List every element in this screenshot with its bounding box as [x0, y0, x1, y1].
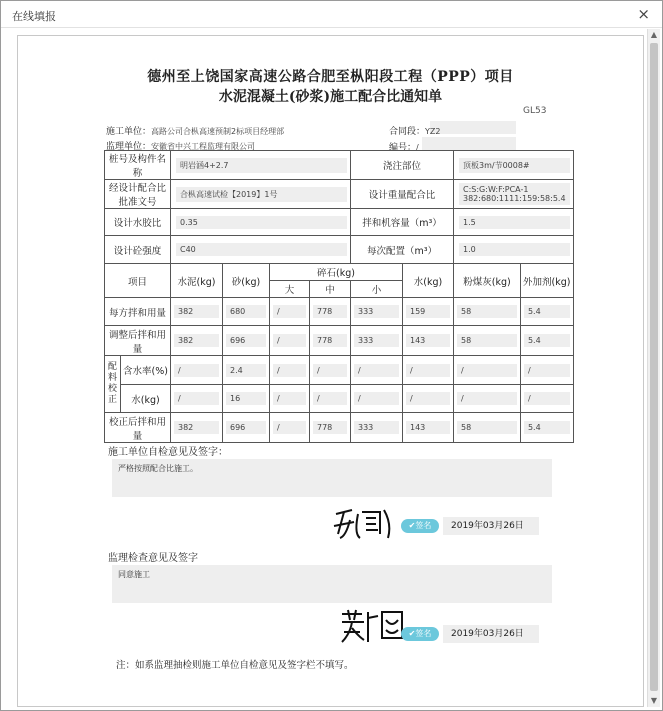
- row-label: 水(kg): [121, 385, 171, 413]
- header-additive: 外加剂(kg): [520, 264, 573, 298]
- contract-value: YZ2: [425, 127, 441, 136]
- header-water: 水(kg): [403, 264, 454, 298]
- form-code: GL53: [523, 106, 547, 116]
- cell-value: /: [354, 364, 399, 377]
- cell-input[interactable]: [454, 298, 521, 326]
- cell-input[interactable]: [351, 326, 403, 356]
- cell-value: 382: [174, 305, 219, 318]
- cell-input[interactable]: [223, 298, 270, 326]
- pile-label: 桩号及构件名称: [105, 151, 171, 180]
- cell-input[interactable]: [520, 298, 573, 326]
- cell-value: /: [524, 392, 570, 405]
- cell-value: 143: [406, 334, 450, 347]
- header-sand: 砂(kg): [223, 264, 270, 298]
- cell-input[interactable]: [520, 413, 573, 443]
- cell-input[interactable]: [403, 356, 454, 385]
- pile-value: 明岩涵4+2.7: [176, 158, 347, 173]
- weight-value-line2: 382:680:1111:159:58:5.4: [463, 194, 566, 203]
- cell-input[interactable]: [310, 356, 351, 385]
- batch-label: 每次配置（m³）: [351, 236, 454, 264]
- form-page: [17, 35, 644, 707]
- wc-label: 设计水胶比: [105, 209, 171, 236]
- batch-field[interactable]: [454, 236, 574, 264]
- cell-input[interactable]: [270, 413, 310, 443]
- weight-field[interactable]: [454, 180, 574, 209]
- cell-input[interactable]: [351, 298, 403, 326]
- cell-input[interactable]: [310, 385, 351, 413]
- cell-input[interactable]: [270, 356, 310, 385]
- table-row: [105, 356, 574, 385]
- doc-value: 合枞高速试检【2019】1号: [176, 187, 347, 202]
- header-gravel: 碎石(kg): [270, 264, 403, 281]
- cell-input[interactable]: [454, 385, 521, 413]
- cell-value: 5.4: [524, 334, 570, 347]
- mix-table: [104, 150, 574, 443]
- header-gravel-mid: 中: [310, 281, 351, 298]
- weight-value: [459, 183, 570, 205]
- supervisor-sign-date: 2019年03月26日: [443, 625, 539, 643]
- row-label: 调整后拌和用量: [105, 326, 171, 356]
- contractor-value: 高路公司合枞高速预制2标项目经理部: [151, 127, 285, 136]
- cell-input[interactable]: [223, 326, 270, 356]
- cell-input[interactable]: [454, 413, 521, 443]
- cell-input[interactable]: [454, 326, 521, 356]
- title-bar: [1, 1, 662, 28]
- cell-input[interactable]: [454, 356, 521, 385]
- header-gravel-large: 大: [270, 281, 310, 298]
- strength-value: C40: [176, 243, 347, 256]
- pour-field[interactable]: [454, 151, 574, 180]
- number-value: /: [416, 143, 419, 152]
- cell-value: /: [273, 334, 306, 347]
- table-row: [105, 326, 574, 356]
- cell-value: 58: [457, 305, 517, 318]
- close-icon[interactable]: ×: [637, 5, 650, 23]
- contractor-sign-date: 2019年03月26日: [443, 517, 539, 535]
- supervisor-value: 安徽省中兴工程监理有限公司: [151, 142, 256, 151]
- pour-value: 顶板3m/节0008#: [459, 158, 570, 173]
- cell-input[interactable]: [171, 356, 223, 385]
- cell-value: /: [273, 364, 306, 377]
- cell-input[interactable]: [270, 326, 310, 356]
- cell-value: 143: [406, 421, 450, 434]
- cell-input[interactable]: [310, 326, 351, 356]
- cell-value: 778: [313, 334, 347, 347]
- cell-input[interactable]: [520, 356, 573, 385]
- mixer-field[interactable]: [454, 209, 574, 236]
- cell-value: 5.4: [524, 305, 570, 318]
- cell-value: 333: [354, 421, 399, 434]
- cell-input[interactable]: [270, 298, 310, 326]
- cell-input[interactable]: [403, 385, 454, 413]
- cell-value: 778: [313, 305, 347, 318]
- wc-value: 0.35: [176, 216, 347, 229]
- cell-input[interactable]: [403, 298, 454, 326]
- strength-field[interactable]: [171, 236, 351, 264]
- contractor-opinion-label: 施工单位自检意见及签字：: [108, 447, 228, 458]
- footnote: 注：如系监理抽检则施工单位自检意见及签字栏不填写。: [116, 660, 354, 671]
- supervisor-opinion-label: 监理检查意见及签字: [108, 553, 198, 564]
- cell-value: 16: [226, 392, 266, 405]
- pour-label: 浇注部位: [351, 151, 454, 180]
- cell-value: /: [406, 392, 450, 405]
- cell-input[interactable]: [270, 385, 310, 413]
- cell-input[interactable]: [223, 413, 270, 443]
- cell-input[interactable]: [171, 413, 223, 443]
- table-row: [105, 385, 574, 413]
- cell-value: 696: [226, 421, 266, 434]
- contract-label: 合同段：: [389, 127, 426, 137]
- side-label: 配料校正: [105, 356, 121, 413]
- cell-input[interactable]: [403, 413, 454, 443]
- cell-input[interactable]: [403, 326, 454, 356]
- weight-label: 设计重量配合比: [351, 180, 454, 209]
- cell-value: 778: [313, 421, 347, 434]
- cell-input[interactable]: [171, 326, 223, 356]
- table-row: [105, 298, 574, 326]
- supervisor-label: 监理单位：: [106, 142, 152, 152]
- row-label: 含水率(%): [121, 356, 171, 385]
- form-subtitle: 水泥混凝土(砂浆)施工配合比通知单: [218, 89, 443, 105]
- mixer-value: 1.5: [459, 216, 570, 229]
- cell-input[interactable]: [171, 298, 223, 326]
- strength-label: 设计砼强度: [105, 236, 171, 264]
- cell-value: /: [457, 364, 517, 377]
- cell-value: /: [273, 305, 306, 318]
- cell-input[interactable]: [223, 385, 270, 413]
- cell-value: 382: [174, 421, 219, 434]
- doc-label: 经设计配合比批准文号: [105, 180, 171, 209]
- cell-input[interactable]: [171, 385, 223, 413]
- row-label: 校正后拌和用量: [105, 413, 171, 443]
- cell-input[interactable]: [520, 385, 573, 413]
- cell-input[interactable]: [310, 413, 351, 443]
- contractor-sign-button[interactable]: ✔签名: [401, 519, 439, 533]
- wc-field[interactable]: [171, 209, 351, 236]
- cell-input[interactable]: [520, 326, 573, 356]
- cell-input[interactable]: [223, 356, 270, 385]
- cell-input[interactable]: [351, 356, 403, 385]
- contractor-opinion-textarea[interactable]: 严格按照配合比施工。: [112, 459, 552, 497]
- window-title: 在线填报: [12, 10, 56, 23]
- weight-value-line1: C:S:G:W:F:PCA-1: [463, 185, 529, 194]
- contractor-signature: [330, 504, 396, 542]
- cell-value: 333: [354, 305, 399, 318]
- number-field[interactable]: [422, 137, 516, 150]
- cell-value: /: [313, 392, 347, 405]
- cell-input[interactable]: [351, 413, 403, 443]
- cell-input[interactable]: [351, 385, 403, 413]
- supervisor-signature: [338, 606, 408, 646]
- cell-value: /: [354, 392, 399, 405]
- cell-value: 5.4: [524, 421, 570, 434]
- supervisor-sign-button[interactable]: ✔签名: [401, 627, 439, 641]
- cell-value: 159: [406, 305, 450, 318]
- cell-value: /: [174, 364, 219, 377]
- header-gravel-small: 小: [351, 281, 403, 298]
- scroll-down-icon[interactable]: ▼: [650, 696, 658, 705]
- contractor-row: [106, 124, 284, 137]
- cell-value: /: [406, 364, 450, 377]
- number-label: 编号：: [389, 143, 417, 153]
- cell-value: 58: [457, 421, 517, 434]
- vertical-scrollbar[interactable]: [647, 29, 660, 707]
- scroll-up-icon[interactable]: ▲: [650, 30, 658, 39]
- header-flyash: 粉煤灰(kg): [454, 264, 521, 298]
- cell-value: 2.4: [226, 364, 266, 377]
- header-cement: 水泥(kg): [171, 264, 223, 298]
- cell-value: 382: [174, 334, 219, 347]
- mixer-label: 拌和机容量（m³）: [351, 209, 454, 236]
- cell-value: 333: [354, 334, 399, 347]
- cell-value: /: [273, 392, 306, 405]
- pile-field[interactable]: [171, 151, 351, 180]
- contract-row: [389, 124, 440, 137]
- cell-value: /: [524, 364, 570, 377]
- contract-field[interactable]: [430, 121, 516, 134]
- cell-value: /: [174, 392, 219, 405]
- contractor-label: 施工单位：: [106, 127, 152, 137]
- supervisor-opinion-textarea[interactable]: 同意施工: [112, 565, 552, 603]
- cell-value: 696: [226, 334, 266, 347]
- form-title: 德州至上饶国家高速公路合肥至枞阳段工程（PPP）项目: [147, 69, 514, 85]
- cell-value: /: [273, 421, 306, 434]
- cell-value: /: [457, 392, 517, 405]
- doc-field[interactable]: [171, 180, 351, 209]
- cell-value: 680: [226, 305, 266, 318]
- scroll-thumb[interactable]: [650, 43, 658, 691]
- cell-value: /: [313, 364, 347, 377]
- batch-value: 1.0: [459, 243, 570, 256]
- table-row: [105, 413, 574, 443]
- cell-value: 58: [457, 334, 517, 347]
- row-label: 每方拌和用量: [105, 298, 171, 326]
- cell-input[interactable]: [310, 298, 351, 326]
- header-item: 项目: [105, 264, 171, 298]
